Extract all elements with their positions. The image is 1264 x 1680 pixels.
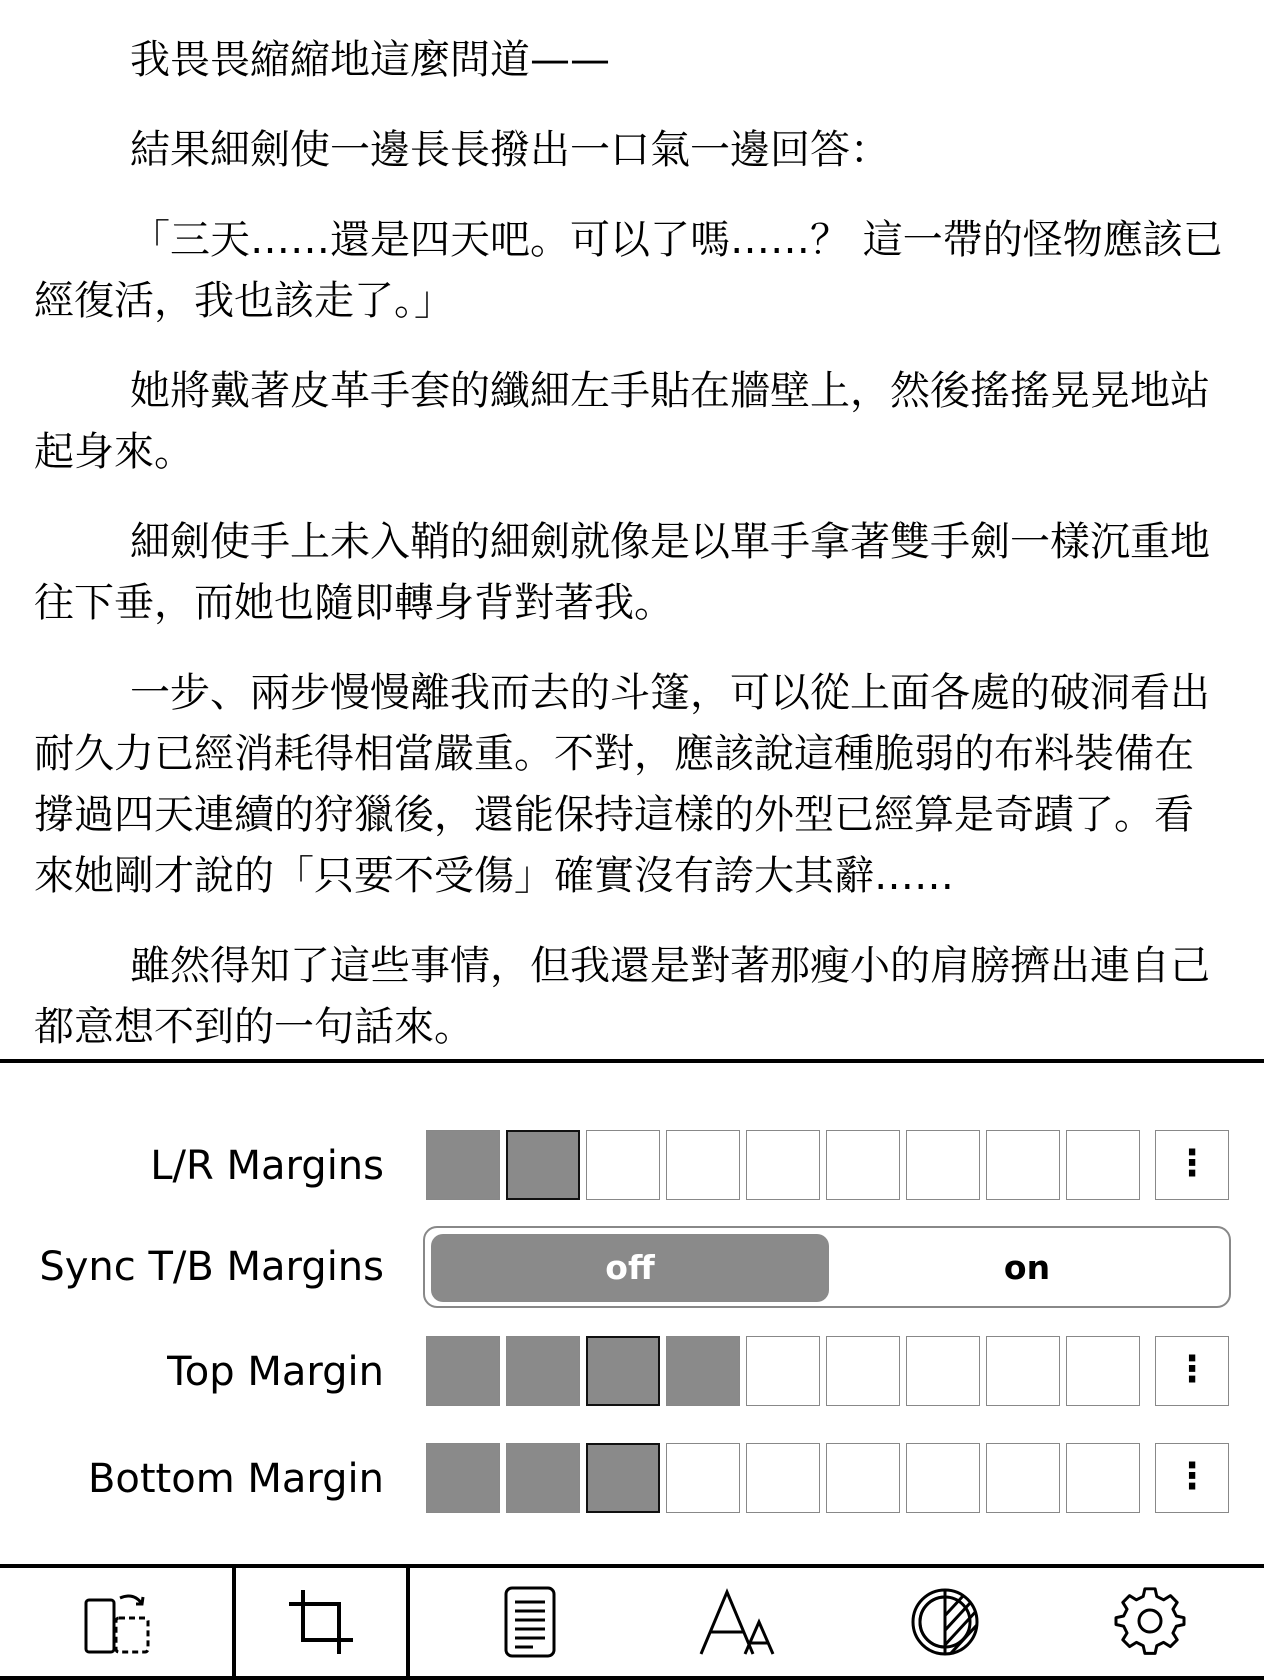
step-box[interactable] xyxy=(906,1443,980,1513)
panel-divider xyxy=(0,1059,1264,1063)
book-text xyxy=(34,30,1232,1048)
paragraph: 一步、兩步慢慢離我而去的斗篷，可以從上面各處的破洞看出耐久力已經消耗得相當嚴重。不對，應該說這種脆弱的布料裝備在撐過四天連續的狩獵後，還能保持這樣的外型已經算是奇蹟了。看來她剛才說的「只要不受傷」確實沒有誇大其辭…… xyxy=(34,670,1210,899)
paragraph: 她將戴著皮革手套的纖細左手貼在牆壁上，然後搖搖晃晃地站起身來。 xyxy=(34,368,1210,475)
bottom-margin-more-button[interactable]: ⋮ xyxy=(1155,1443,1229,1513)
step-box[interactable] xyxy=(506,1130,580,1200)
step-box[interactable] xyxy=(986,1130,1060,1200)
top-margin-more-button[interactable]: ⋮ xyxy=(1155,1336,1229,1406)
step-box[interactable] xyxy=(1066,1130,1140,1200)
step-box[interactable] xyxy=(826,1336,900,1406)
toolbar-bottom-border xyxy=(0,1676,1264,1680)
lr-margins-row xyxy=(0,1130,1264,1202)
step-box[interactable] xyxy=(586,1336,660,1406)
step-box[interactable] xyxy=(426,1130,500,1200)
settings-gear-icon xyxy=(1110,1582,1190,1662)
contrast-icon xyxy=(905,1582,985,1662)
sync-tb-margins-toggle[interactable] xyxy=(423,1226,1231,1308)
step-box[interactable] xyxy=(746,1130,820,1200)
step-box[interactable] xyxy=(1066,1443,1140,1513)
sync-off-option[interactable]: off xyxy=(431,1234,829,1302)
step-box[interactable] xyxy=(586,1443,660,1513)
crop-button[interactable] xyxy=(236,1568,406,1676)
step-box[interactable] xyxy=(506,1336,580,1406)
contrast-button[interactable] xyxy=(895,1568,995,1676)
bottom-margin-label: Bottom Margin xyxy=(87,1456,384,1502)
paragraph: 「三天……還是四天吧。可以了嗎……？ 這一帶的怪物應該已經復活，我也該走了。」 xyxy=(34,217,1223,324)
step-box[interactable] xyxy=(986,1443,1060,1513)
toolbar-separator xyxy=(406,1564,410,1680)
orientation-button[interactable] xyxy=(0,1568,232,1676)
page-layout-icon xyxy=(498,1582,562,1662)
paragraph: 細劍使手上未入鞘的細劍就像是以單手拿著雙手劍一樣沉重地往下垂，而她也隨即轉身背對著我。 xyxy=(34,519,1210,626)
font-icon xyxy=(695,1582,785,1662)
step-box[interactable] xyxy=(426,1336,500,1406)
sync-tb-margins-label: Sync T/B Margins xyxy=(39,1244,384,1290)
step-box[interactable] xyxy=(666,1336,740,1406)
paragraph: 結果細劍使一邊長長撥出一口氣一邊回答： xyxy=(130,127,890,173)
top-margin-label: Top Margin xyxy=(167,1349,384,1395)
step-box[interactable] xyxy=(506,1443,580,1513)
orientation-icon xyxy=(76,1582,156,1662)
step-box[interactable] xyxy=(826,1130,900,1200)
page-layout-button[interactable] xyxy=(480,1568,580,1676)
step-box[interactable] xyxy=(986,1336,1060,1406)
bottom-margin-row xyxy=(0,1443,1264,1515)
paragraph: 雖然得知了這些事情，但我還是對著那瘦小的肩膀擠出連自己都意想不到的一句話來。 xyxy=(34,943,1210,1048)
crop-icon xyxy=(281,1582,361,1662)
step-box[interactable] xyxy=(426,1443,500,1513)
lr-margins-more-button[interactable]: ⋮ xyxy=(1155,1130,1229,1200)
step-box[interactable] xyxy=(826,1443,900,1513)
step-box[interactable] xyxy=(666,1443,740,1513)
step-box[interactable] xyxy=(906,1130,980,1200)
step-box[interactable] xyxy=(746,1443,820,1513)
lr-margins-label: L/R Margins xyxy=(150,1143,384,1189)
sync-on-option[interactable]: on xyxy=(1003,1248,1051,1287)
step-box[interactable] xyxy=(746,1336,820,1406)
font-button[interactable] xyxy=(690,1568,790,1676)
top-margin-row xyxy=(0,1336,1264,1408)
step-box[interactable] xyxy=(666,1130,740,1200)
step-box[interactable] xyxy=(906,1336,980,1406)
settings-button[interactable] xyxy=(1100,1568,1200,1676)
step-box[interactable] xyxy=(1066,1336,1140,1406)
step-box[interactable] xyxy=(586,1130,660,1200)
paragraph: 我畏畏縮縮地這麼問道—— xyxy=(130,37,610,83)
bottom-toolbar xyxy=(0,1564,1264,1680)
